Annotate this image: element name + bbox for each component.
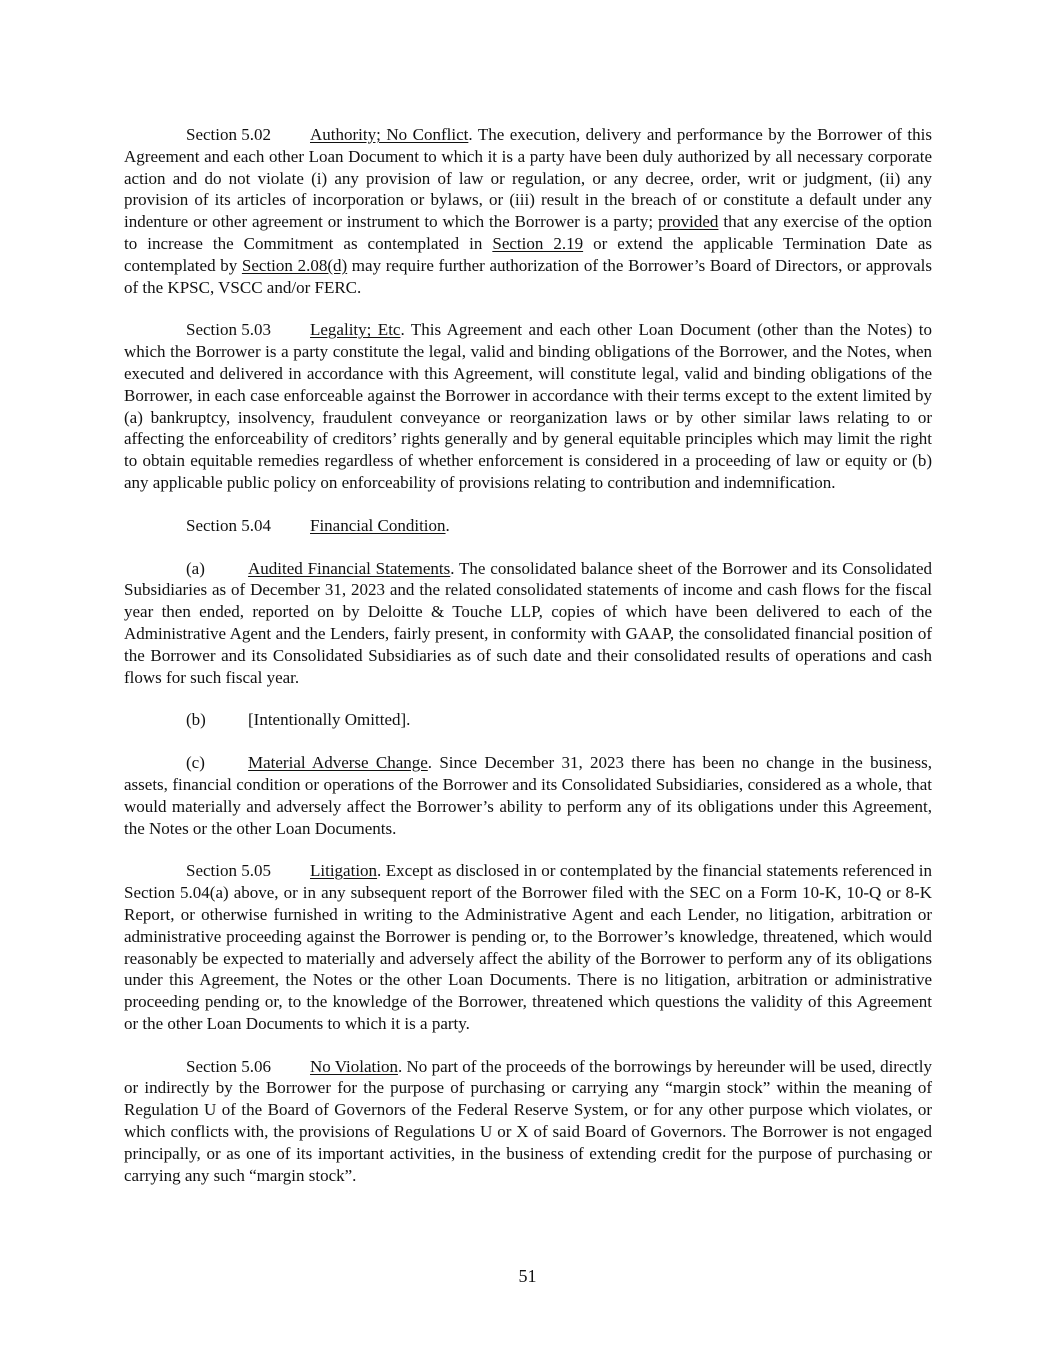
section-5-03 <box>124 319 932 493</box>
subsection-label: (a) <box>186 558 205 578</box>
section-number: Section 5.02 <box>186 125 271 144</box>
section-number: Section 5.03 <box>186 320 271 340</box>
provided-term: provided <box>658 212 719 232</box>
section-text: that any exercise of the option to increase the Commitment as contemplated in <box>124 212 932 253</box>
section-reference: Section 2.08(d) <box>241 255 348 275</box>
section-heading: Authority; No Conflict <box>310 125 469 144</box>
section-reference: Section 2.19 <box>492 233 584 253</box>
section-heading: Financial Condition <box>310 515 446 535</box>
section-number: Section 5.04 <box>186 515 271 535</box>
section-number: Section 5.05 <box>186 861 271 881</box>
section-text: . No part of the proceeds of the borrowings by hereunder will be used, directly or indirectly by the Borrower for the purpose of purchasing or carrying any “margin stock” within the meaning of Regulation U of the Board of Governors of the Federal Reserve System, or for any other purpose which violates, or which conflicts with, the provisions of Regulations U or X of said Board of Governors. The Borrower is not engaged principally, or as one of its important activities, in the business of extending credit for the purpose of purchasing or carrying any such “margin stock”. <box>124 1056 933 1185</box>
section-text: may require further authorization of the Borrower’s Board of Directors, or approvals of the KPSC, VSCC and/or FERC. <box>124 255 932 297</box>
section-heading: Litigation <box>310 861 378 881</box>
subsection-5-04-a <box>124 558 932 689</box>
section-5-02 <box>124 124 932 298</box>
section-heading: No Violation <box>310 1056 398 1076</box>
section-5-06 <box>124 1056 932 1187</box>
subsection-text: . Since December 31, 2023 there has been no change in the business, assets, financial condition or operations of the Borrower and its Consolidated Subsidiaries, considered as a whole, that would materially and adversely affect the Borrower’s ability to perform any of its obligations under this Agreement, the Notes or the other Loan Documents. <box>124 753 932 838</box>
section-5-04 <box>124 515 932 537</box>
section-number: Section 5.06 <box>186 1056 271 1076</box>
section-5-05 <box>124 860 932 1034</box>
document-page <box>124 124 932 1207</box>
subsection-5-04-b <box>124 709 932 731</box>
subsection-heading: Material Adverse Change <box>248 753 428 773</box>
section-heading: Legality; Etc <box>310 320 401 340</box>
section-text: . Except as disclosed in or contemplated by the financial statements referenced in Section 5.04(a) above, or in any subsequent report of the Borrower filed with the SEC on a Form 10-K, 10-Q or 8-K Report, or otherwise furnished in writing to the Administrative Agent and each Lender, no litigation, arbitration or administrative proceeding against the Borrower is pending or, to the Borrower’s knowledge, threatened, which would reasonably be expected to materially and adversely affect the ability of the Borrower to perform any of its obligations under this Agreement, the Notes or the other Loan Documents. There is no litigation, arbitration or administrative proceeding pending or, to the knowledge of the Borrower, threatened which questions the validity of this Agreement or the other Loan Documents to which it is a party. <box>124 861 932 1033</box>
subsection-label: (b) <box>186 710 206 730</box>
section-text: . This Agreement and each other Loan Document (other than the Notes) to which the Borrower is a party constitute the legal, valid and binding obligations of the Borrower, and the Notes, when executed and delivered in accordance with this Agreement, will constitute legal, valid and binding obligations of the Borrower, in each case enforceable against the Borrower in accordance with their terms except to the extent limited by (a) bankruptcy, insolvency, fraudulent conveyance or reorganization laws or by other similar laws relating to or affecting the enforceability of creditors’ rights generally and by general equitable principles which may limit the right to obtain equitable remedies regardless of whether enforcement is considered in a proceeding of law or equity or (b) any applicable public policy on enforceability of provisions relating to contribution and indemnification. <box>124 320 932 492</box>
subsection-text: . The consolidated balance sheet of the Borrower and its Consolidated Subsidiaries as of December 31, 2023 and the related consolidated statements of income and cash flows for the fiscal year then ended, reported on by Deloitte & Touche LLP, copies of which have been delivered to each of the Administrative Agent and the Lenders, fairly present, in conformity with GAAP, the consolidated financial position of the Borrower and its Consolidated Subsidiaries as of such date and their consolidated results of operations and cash flows for such fiscal year. <box>124 558 932 687</box>
subsection-heading: Audited Financial Statements <box>248 558 451 578</box>
section-text: or extend the applicable Termination Date as contemplated by <box>124 233 932 275</box>
subsection-label: (c) <box>186 753 205 773</box>
section-text: . The execution, delivery and performance by the Borrower of this Agreement and each other Loan Document to which it is a party have been duly authorized by all necessary corporate action and do not violate (i) any provision of law or regulation, or any decree, order, writ or judgment, (ii) any provision of its articles of incorporation or bylaws, or (iii) result in the breach of or constitute a default under any indenture or other agreement or instrument to which the Borrower is a party; <box>124 125 932 232</box>
subsection-text: [Intentionally Omitted]. <box>248 710 411 730</box>
subsection-5-04-c <box>124 752 932 839</box>
page-number: 51 <box>518 1266 537 1286</box>
section-text: . <box>445 515 450 535</box>
